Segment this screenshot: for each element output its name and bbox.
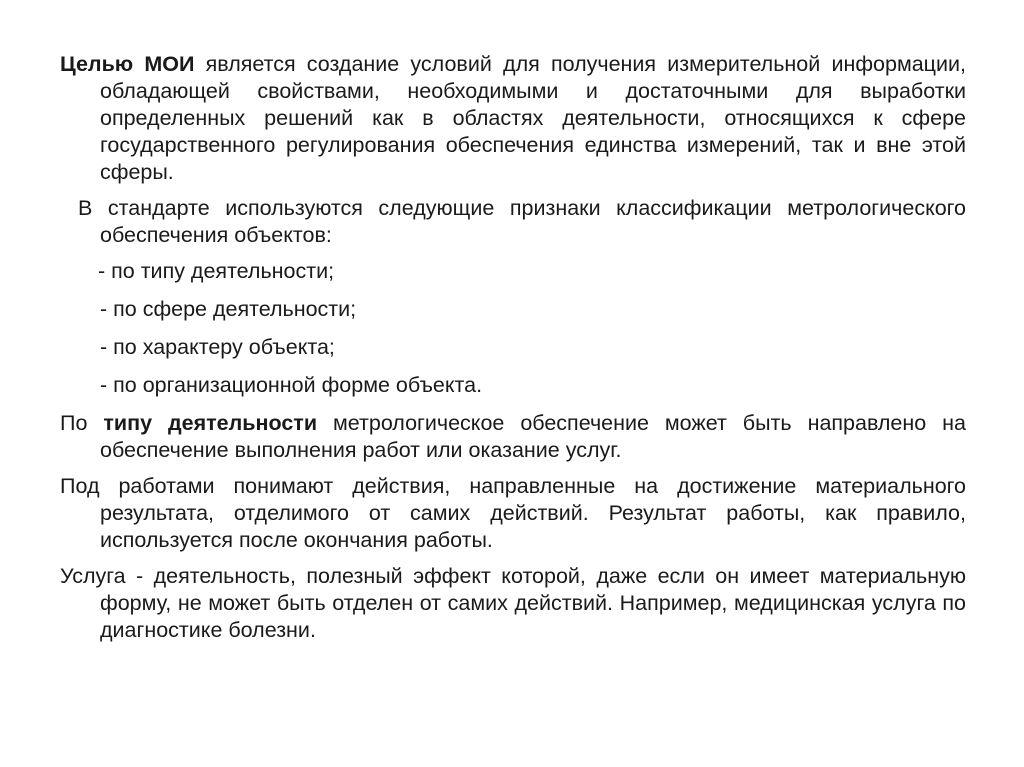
paragraph-standard: В стандарте используются следующие признаки классификации метрологического обеспечения объектов: <box>78 196 966 247</box>
list-item-activity-type: - по типу деятельности; <box>98 259 335 283</box>
paragraph-works: Под работами понимают действия, направленные на достижение материального результата, отделимого от самих действий. Результат работы, как правило, используется после окончания работы. <box>60 474 966 552</box>
paragraph-activity-type <box>60 410 966 464</box>
goal-text: является создание условий для получения измерительной информации, обладающей свойствами, необходимыми и достаточными для выработки определенных решений как в областях деятельности, относящихся к сфере государственного регулирования обеспечения единства измерений, так и вне этой сферы. <box>100 52 966 184</box>
activity-type-text: метрологическое обеспечение может быть направлено на обеспечение выполнения работ или оказание услуг. <box>100 411 966 462</box>
activity-type-bold: типу деятельности <box>103 411 318 435</box>
activity-type-lead: По <box>60 411 104 435</box>
list-item-organizational-form: - по организационной форме объекта. <box>100 373 483 397</box>
paragraph-goal <box>60 51 966 186</box>
paragraph-service: Услуга - деятельность, полезный эффект которой, даже если он имеет материальную форму, не может быть отделен от самих действий. Например, медицинская услуга по диагностике болезни. <box>60 564 966 642</box>
list-item-activity-sphere: - по сфере деятельности; <box>100 297 357 321</box>
list-item-object-character: - по характеру объекта; <box>100 335 335 359</box>
goal-lead: Целью МОИ <box>60 52 195 76</box>
